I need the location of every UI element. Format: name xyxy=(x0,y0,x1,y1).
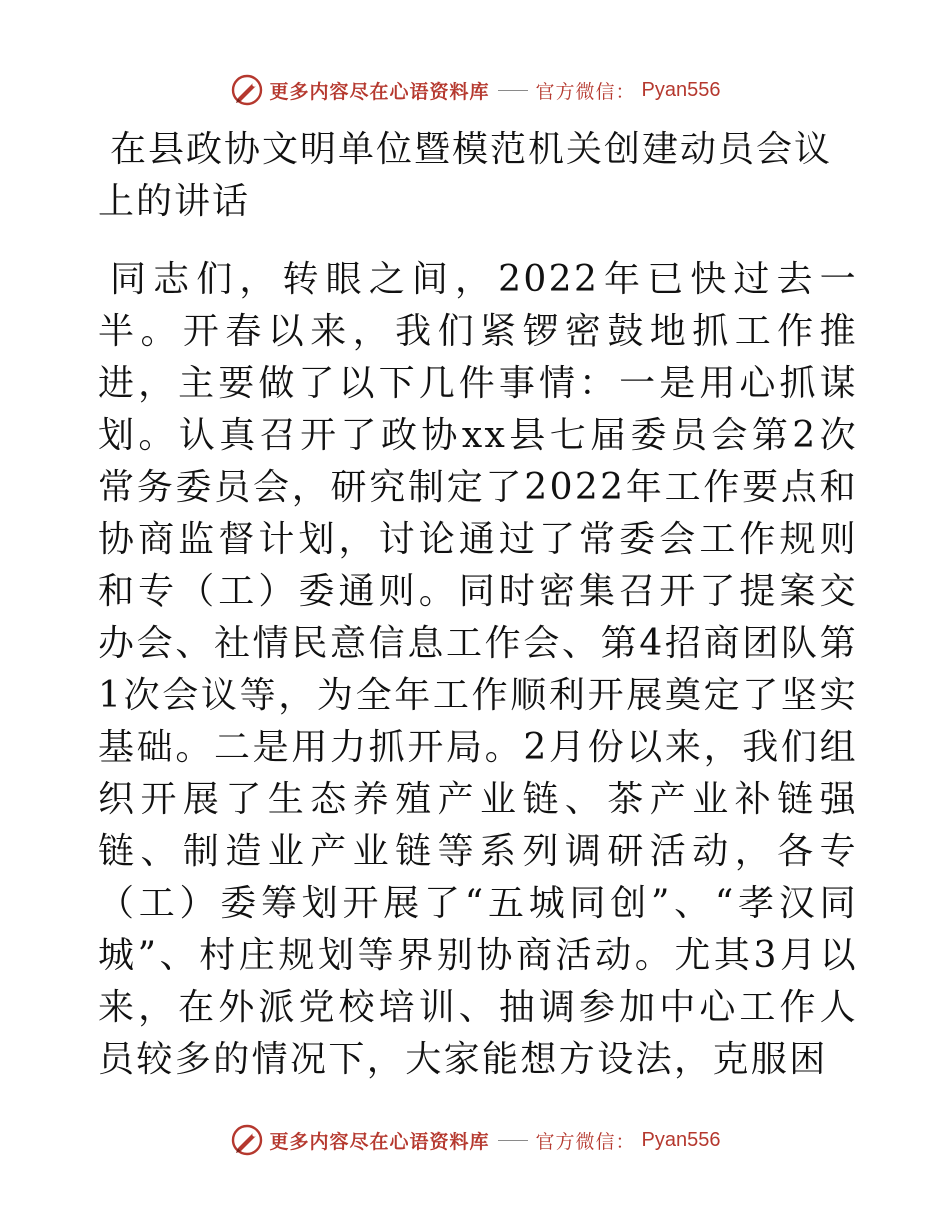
watermark-contact-label: 官方微信： xyxy=(535,1130,636,1153)
pen-logo-icon xyxy=(230,73,264,107)
watermark-separator xyxy=(498,1140,528,1141)
watermark-text: 更多内容尽在心语资料库 xyxy=(269,1130,490,1153)
footer-watermark xyxy=(0,1120,950,1160)
document-title: 在县政协文明单位暨模范机关创建动员会议上的讲话 xyxy=(98,129,833,222)
watermark-separator xyxy=(498,90,528,91)
header-watermark xyxy=(0,70,950,110)
watermark-text: 更多内容尽在心语资料库 xyxy=(269,80,490,103)
pen-logo-icon xyxy=(230,1123,264,1157)
watermark-contact-id: Pyan556 xyxy=(641,78,721,101)
document-paragraph: 同志们，转眼之间，2022年已快过去一半。开春以来，我们紧锣密鼓地抓工作推进，主要做了以下几件事情：一是用心抓谋划。认真召开了政协xx县七届委员会第2次常务委员会，研究制定了2022年工作要点和协商监督计划，讨论通过了常委会工作规则和专（工）委通则。同时密集召开了提案交办会、社情民意信息工作会、第4招商团队第1次会议等，为全年工作顺利开展奠定了坚实基础。二是用力抓开局。2月份以来，我们组织开展了生态养殖产业链、茶产业补链强链、制造业产业链等系列调研活动，各专（工）委筹划开展了“五城同创”、“孝汉同城”、村庄规划等界别协商活动。尤其3月以来，在外派党校培训、抽调参加中心工作人员较多的情况下，大家能想方设法，克服困 xyxy=(98,259,858,1080)
watermark-contact-id: Pyan556 xyxy=(641,1128,721,1151)
watermark-contact-label: 官方微信： xyxy=(535,80,636,103)
